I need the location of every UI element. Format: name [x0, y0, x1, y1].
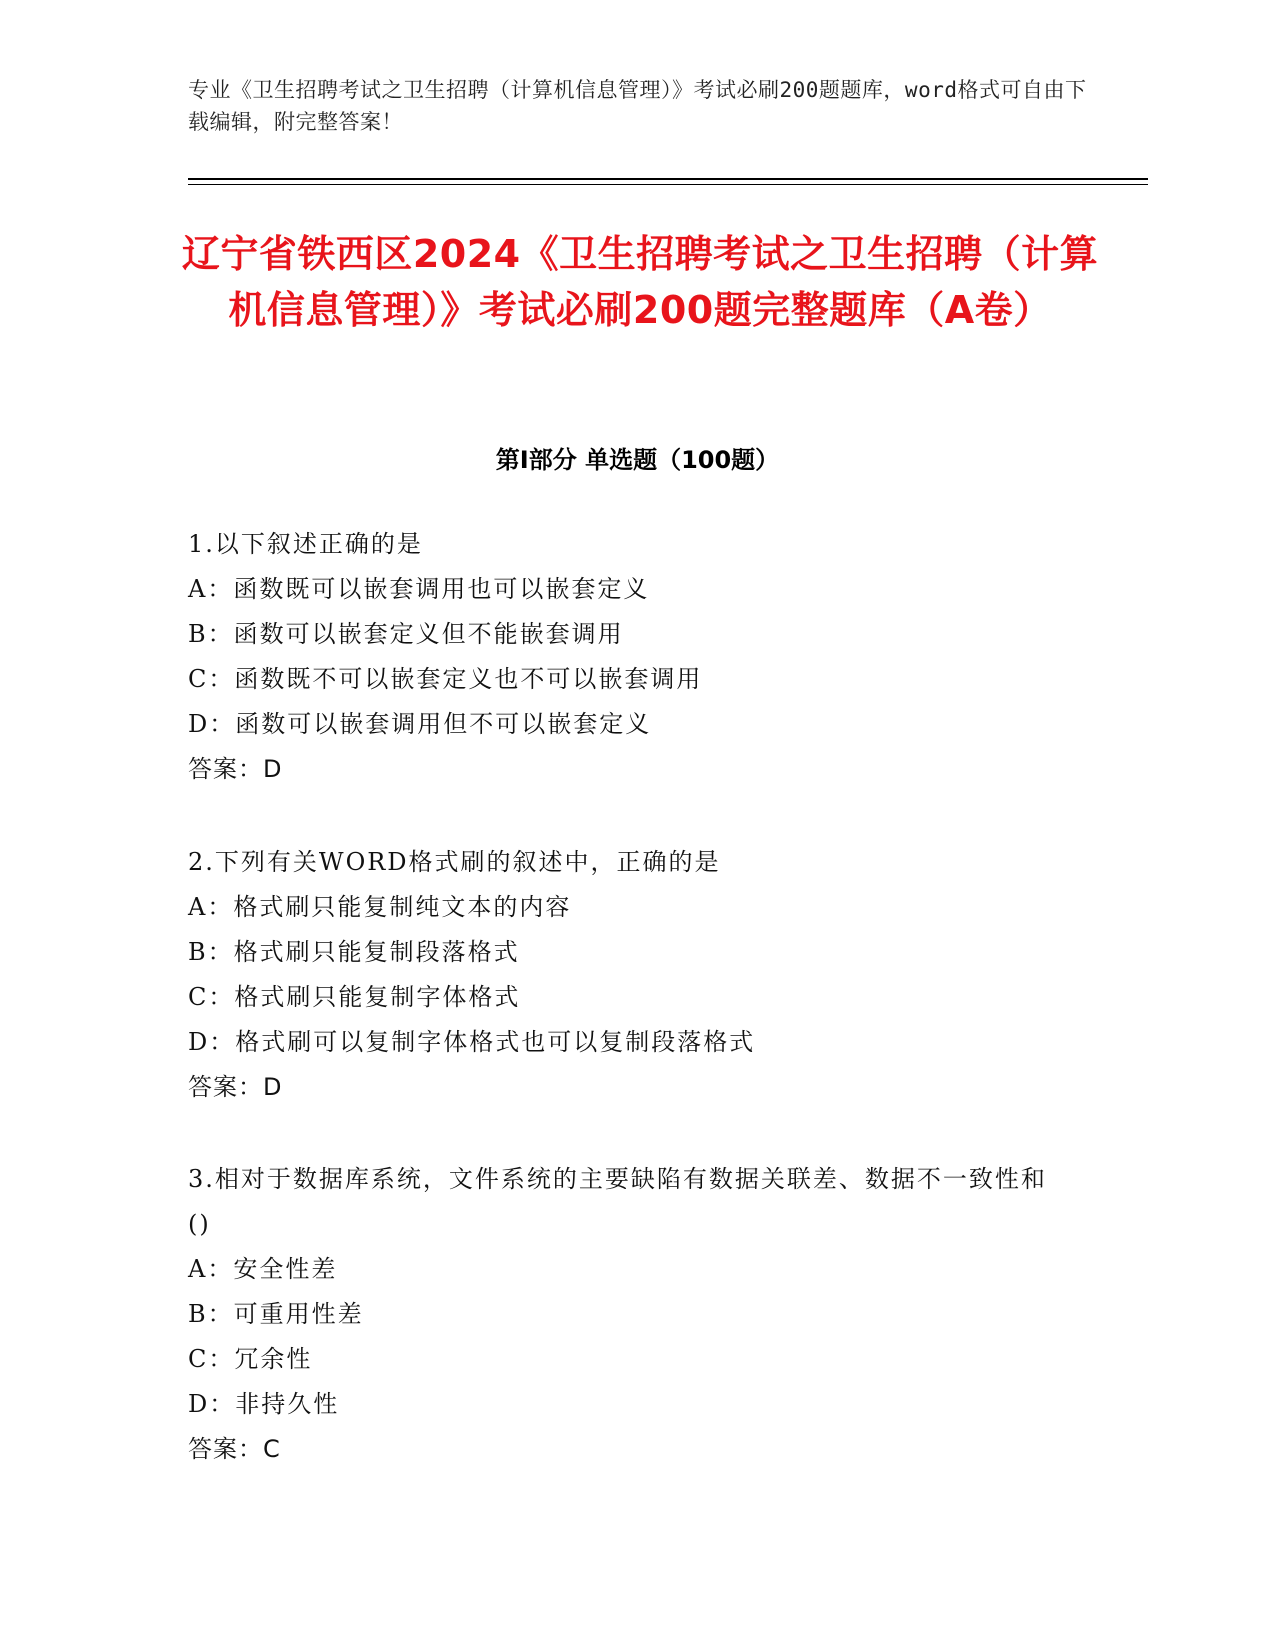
option-b: B：可重用性差 [188, 1300, 364, 1328]
question-text: 2.下列有关WORD格式刷的叙述中，正确的是 [188, 848, 721, 876]
option-b: B：函数可以嵌套定义但不能嵌套调用 [188, 620, 624, 648]
option-b: B：格式刷只能复制段落格式 [188, 938, 520, 966]
header-rule-thick [188, 178, 1148, 180]
question-block-3 [188, 1157, 1068, 1472]
header-rule-thin [188, 184, 1148, 185]
section-heading: 第Ⅰ部分 单选题（100题） [495, 446, 780, 474]
option-d: D：非持久性 [188, 1390, 340, 1418]
question-text: 1.以下叙述正确的是 [188, 530, 423, 558]
option-a: A：格式刷只能复制纯文本的内容 [188, 893, 572, 921]
option-a: A：函数既可以嵌套调用也可以嵌套定义 [188, 575, 650, 603]
answer-line: 答案：D [188, 1073, 283, 1101]
option-d: D：函数可以嵌套调用但不可以嵌套定义 [188, 710, 652, 738]
answer-line: 答案：D [188, 755, 283, 783]
document-title: 辽宁省铁西区2024《卫生招聘考试之卫生招聘（计算机信息管理）》考试必刷200题完整题库（A卷） [181, 232, 1099, 332]
question-text: 3.相对于数据库系统，文件系统的主要缺陷有数据关联差、数据不一致性和() [188, 1165, 1047, 1238]
answer-line: 答案：C [188, 1435, 281, 1463]
option-c: C：冗余性 [188, 1345, 313, 1373]
option-c: C：函数既不可以嵌套定义也不可以嵌套调用 [188, 665, 703, 693]
header-note: 专业《卫生招聘考试之卫生招聘（计算机信息管理）》考试必刷200题题库，word格式可自由下载编辑，附完整答案！ [188, 78, 1087, 134]
option-d: D：格式刷可以复制字体格式也可以复制段落格式 [188, 1028, 756, 1056]
question-block-1 [188, 522, 1068, 792]
option-a: A：安全性差 [188, 1255, 338, 1283]
option-c: C：格式刷只能复制字体格式 [188, 983, 521, 1011]
question-block-2 [188, 840, 1068, 1110]
